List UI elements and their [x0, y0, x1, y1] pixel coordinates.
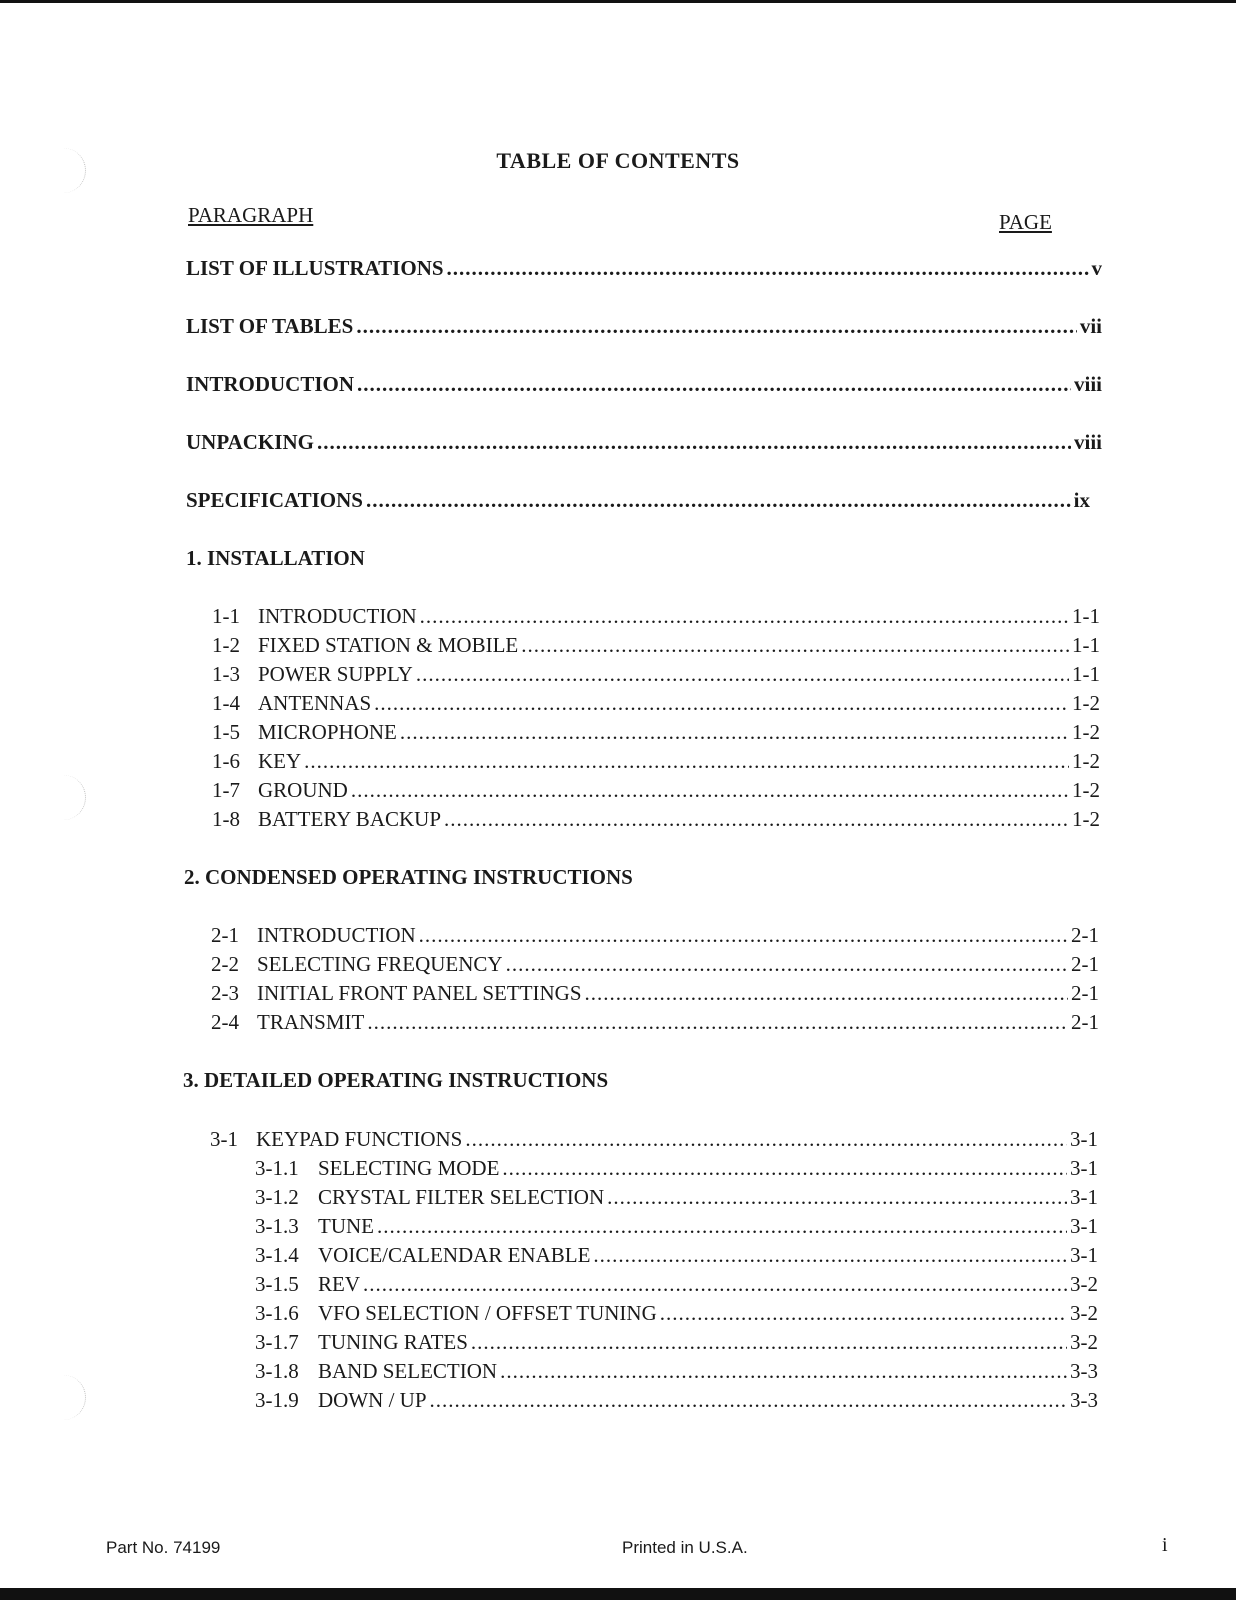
toc-entry-page: 3-1 [1070, 1185, 1098, 1209]
toc-entry [211, 1010, 1099, 1035]
toc-entry [255, 1214, 1098, 1239]
toc-entry [186, 488, 1090, 513]
toc-entry-label: DOWN / UP [318, 1388, 427, 1412]
dot-leader [377, 1214, 1067, 1239]
toc-entry [212, 749, 1100, 774]
toc-entry [255, 1330, 1098, 1355]
toc-entry [212, 662, 1100, 687]
toc-entry-label: FIXED STATION & MOBILE [258, 633, 519, 657]
dot-leader [374, 691, 1069, 716]
toc-entry [212, 720, 1100, 745]
toc-entry-label: INTRODUCTION [186, 372, 355, 396]
toc-entry-label: ANTENNAS [258, 691, 372, 715]
dot-leader [420, 604, 1069, 629]
toc-entry-page: 3-2 [1070, 1272, 1098, 1296]
part-number: Part No. 74199 [106, 1538, 221, 1557]
toc-entry-page: 1-1 [1072, 633, 1100, 657]
toc-entry-number: 3-1.5 [255, 1272, 299, 1296]
dot-leader [351, 778, 1069, 803]
scan-bottom-edge [0, 1588, 1236, 1600]
dot-leader [585, 981, 1068, 1006]
dot-leader [521, 633, 1069, 658]
toc-entry-page: 3-2 [1070, 1330, 1098, 1354]
toc-entry-label: VOICE/CALENDAR ENABLE [318, 1243, 591, 1267]
dot-leader [660, 1301, 1067, 1326]
dot-leader [367, 1010, 1068, 1035]
dot-leader [416, 662, 1069, 687]
dot-leader [500, 1359, 1067, 1384]
section-heading: 3. DETAILED OPERATING INSTRUCTIONS [183, 1068, 609, 1092]
toc-entry [255, 1388, 1098, 1413]
toc-entry-page: 1-2 [1072, 778, 1100, 802]
toc-entry [212, 633, 1100, 658]
toc-entry-page: 3-1 [1070, 1243, 1098, 1267]
toc-entry-number: 1-8 [212, 807, 240, 831]
toc-entry-label: TUNE [318, 1214, 374, 1238]
toc-entry-number: 2-4 [211, 1010, 239, 1034]
toc-entry [211, 923, 1099, 948]
toc-entry-label: SELECTING FREQUENCY [257, 952, 503, 976]
printed-location: Printed in U.S.A. [622, 1538, 748, 1557]
dot-leader [465, 1127, 1067, 1152]
page-column-header: PAGE [999, 210, 1052, 234]
dot-leader [607, 1185, 1067, 1210]
toc-entry-page: 1-2 [1072, 691, 1100, 715]
toc-entry [186, 314, 1102, 339]
toc-entry-number: 3-1.7 [255, 1330, 299, 1354]
punch-hole-mark [30, 1375, 86, 1420]
toc-entry [186, 256, 1102, 281]
toc-entry [186, 430, 1102, 455]
toc-entry [210, 1127, 1098, 1152]
toc-entry-label: MICROPHONE [258, 720, 397, 744]
toc-entry-page: v [1091, 256, 1102, 280]
toc-entry-page: 1-1 [1072, 662, 1100, 686]
toc-entry-page: 1-2 [1072, 749, 1100, 773]
dot-leader [444, 807, 1069, 832]
toc-entry-label: KEYPAD FUNCTIONS [256, 1127, 463, 1151]
toc-entry-label: BAND SELECTION [318, 1359, 498, 1383]
toc-entry [255, 1301, 1098, 1326]
toc-entry [212, 691, 1100, 716]
toc-entry-label: BATTERY BACKUP [258, 807, 442, 831]
toc-entry-number: 3-1.9 [255, 1388, 299, 1412]
toc-entry-label: INTRODUCTION [257, 923, 416, 947]
toc-entry-label: KEY [258, 749, 302, 773]
toc-entry-label: SPECIFICATIONS [186, 488, 363, 512]
toc-entry-number: 1-5 [212, 720, 240, 744]
toc-entry [255, 1359, 1098, 1384]
toc-entry-number: 3-1.6 [255, 1301, 299, 1325]
toc-entry-number: 3-1 [210, 1127, 238, 1151]
dot-leader [363, 1272, 1067, 1297]
dot-leader [419, 923, 1068, 948]
dot-leader [506, 952, 1068, 977]
toc-entry [212, 604, 1100, 629]
dot-leader [400, 720, 1069, 745]
toc-entry-number: 3-1.3 [255, 1214, 299, 1238]
toc-entry-number: 3-1.4 [255, 1243, 299, 1267]
toc-entry-number: 3-1.2 [255, 1185, 299, 1209]
toc-entry-page: 3-3 [1070, 1388, 1098, 1412]
toc-entry-number: 1-2 [212, 633, 240, 657]
dot-leader [304, 749, 1069, 774]
toc-entry-page: ix [1073, 488, 1090, 512]
dot-leader [366, 488, 1071, 513]
toc-entry-page: 2-1 [1071, 1010, 1099, 1034]
toc-entry-number: 2-1 [211, 923, 239, 947]
toc-entry-page: 3-3 [1070, 1359, 1098, 1383]
dot-leader [593, 1243, 1067, 1268]
toc-entry-number: 1-4 [212, 691, 240, 715]
toc-entry-page: 3-1 [1070, 1127, 1098, 1151]
toc-entry-label: TRANSMIT [257, 1010, 365, 1034]
toc-entry [212, 778, 1100, 803]
toc-entry-label: INITIAL FRONT PANEL SETTINGS [257, 981, 582, 1005]
toc-entry-label: POWER SUPPLY [258, 662, 413, 686]
dot-leader [471, 1330, 1067, 1355]
toc-entry-page: 1-1 [1072, 604, 1100, 628]
toc-entry-label: LIST OF ILLUSTRATIONS [186, 256, 444, 280]
toc-entry-label: SELECTING MODE [318, 1156, 500, 1180]
toc-entry-page: 3-2 [1070, 1301, 1098, 1325]
toc-entry-label: LIST OF TABLES [186, 314, 354, 338]
toc-entry-label: UNPACKING [186, 430, 314, 454]
toc-entry-number: 1-3 [212, 662, 240, 686]
toc-entry-number: 1-7 [212, 778, 240, 802]
toc-entry-label: CRYSTAL FILTER SELECTION [318, 1185, 605, 1209]
toc-entry-page: 3-1 [1070, 1214, 1098, 1238]
toc-entry-page: viii [1073, 372, 1102, 396]
paragraph-column-header: PARAGRAPH [188, 203, 314, 227]
toc-entry-page: 1-2 [1072, 807, 1100, 831]
toc-entry [211, 981, 1099, 1006]
toc-entry-page: viii [1073, 430, 1102, 454]
toc-entry [211, 952, 1099, 977]
page-number: i [1162, 1534, 1168, 1556]
toc-entry-number: 3-1.8 [255, 1359, 299, 1383]
toc-entry [255, 1272, 1098, 1297]
toc-entry [212, 807, 1100, 832]
toc-entry-label: INTRODUCTION [258, 604, 417, 628]
dot-leader [502, 1156, 1067, 1181]
dot-leader [430, 1388, 1068, 1413]
toc-entry-page: 2-1 [1071, 923, 1099, 947]
toc-entry-label: GROUND [258, 778, 348, 802]
toc-entry-number: 1-1 [212, 604, 240, 628]
scan-top-edge [0, 0, 1236, 3]
toc-entry-page: 2-1 [1071, 981, 1099, 1005]
toc-entry-number: 3-1.1 [255, 1156, 299, 1180]
dot-leader [317, 430, 1071, 455]
dot-leader [356, 314, 1077, 339]
section-heading: 2. CONDENSED OPERATING INSTRUCTIONS [184, 865, 633, 889]
toc-entry-page: 3-1 [1070, 1156, 1098, 1180]
toc-entry-page: 2-1 [1071, 952, 1099, 976]
toc-entry-number: 2-2 [211, 952, 239, 976]
section-heading: 1. INSTALLATION [186, 546, 365, 570]
toc-entry-page: 1-2 [1072, 720, 1100, 744]
toc-entry-number: 2-3 [211, 981, 239, 1005]
toc-entry [255, 1243, 1098, 1268]
dot-leader [357, 372, 1071, 397]
toc-entry [255, 1156, 1098, 1181]
toc-entry-label: REV [318, 1272, 360, 1296]
toc-entry [186, 372, 1102, 397]
toc-entry-page: vii [1079, 314, 1102, 338]
dot-leader [447, 256, 1089, 281]
page-title: TABLE OF CONTENTS [496, 148, 740, 173]
toc-entry-label: TUNING RATES [318, 1330, 468, 1354]
toc-entry-number: 1-6 [212, 749, 240, 773]
toc-entry-label: VFO SELECTION / OFFSET TUNING [318, 1301, 657, 1325]
toc-entry [255, 1185, 1098, 1210]
punch-hole-mark [30, 775, 86, 820]
